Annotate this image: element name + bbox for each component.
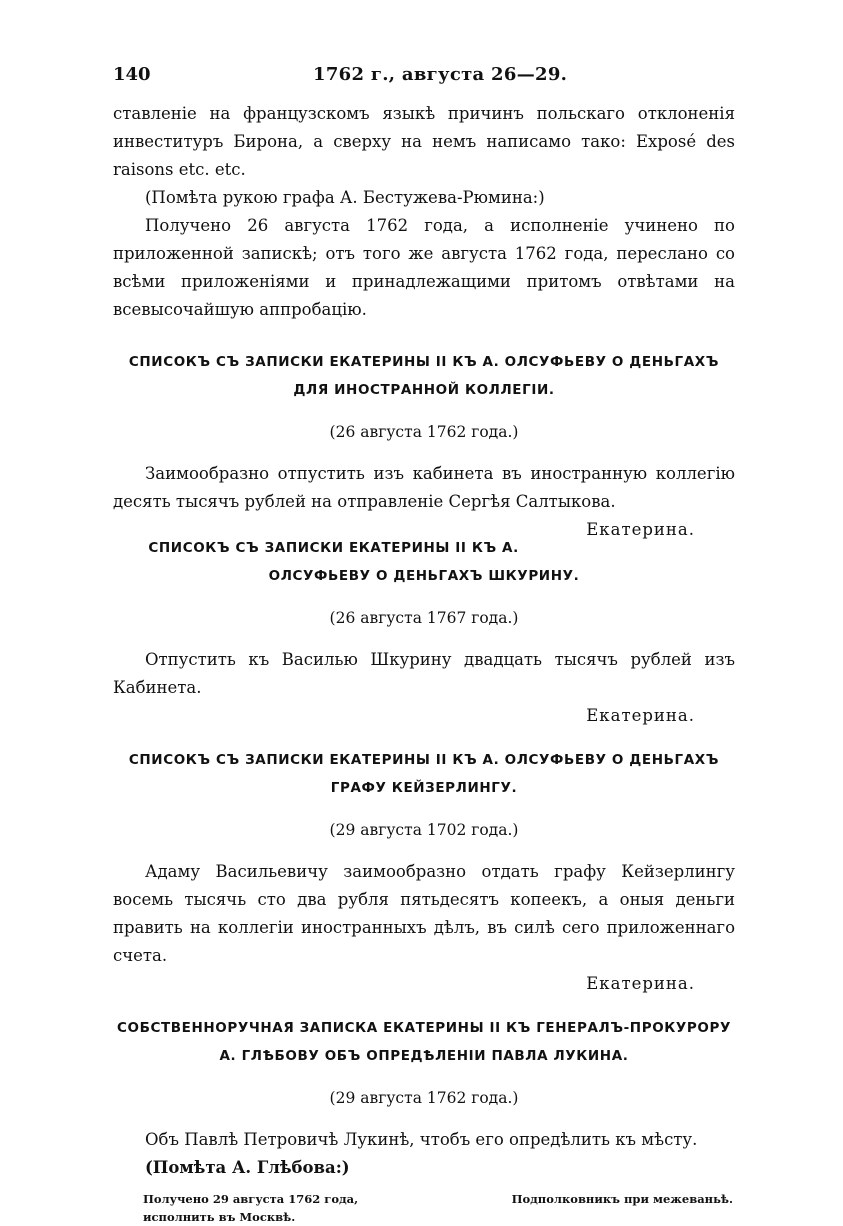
document-2-signature: Екатерина. bbox=[586, 706, 695, 725]
document-4-text: Объ Павлѣ Петровичѣ Лукинѣ, чтобъ его опредѣлить къ мѣсту. bbox=[145, 1130, 698, 1149]
document-2-title: СПИСОКЪ СЪ ЗАПИСКИ ЕКАТЕРИНЫ II КЪ А. ОЛСУФЬЕВУ О ДЕНЬГАХЪ ШКУРИНУ. bbox=[148, 540, 580, 584]
document-4-date: (29 августа 1762 года.) bbox=[329, 1089, 519, 1107]
intro-annotation-label: (Помѣта рукою графа А. Бестужева-Рюмина:) bbox=[145, 188, 545, 207]
document-4-annotation-label: (Помѣта А. Глѣбова:) bbox=[145, 1158, 350, 1177]
document-1-date: (26 августа 1762 года.) bbox=[329, 423, 519, 441]
page-number: 140 bbox=[113, 64, 151, 85]
page-header bbox=[113, 64, 733, 88]
page-body bbox=[113, 100, 735, 1226]
document-3-signature: Екатерина. bbox=[586, 974, 695, 993]
document-3-title: СПИСОКЪ СЪ ЗАПИСКИ ЕКАТЕРИНЫ II КЪ А. ОЛСУФЬЕВУ О ДЕНЬГАХЪ ГРАФУ КЕЙЗЕРЛИНГУ. bbox=[128, 752, 720, 796]
document-2-date: (26 августа 1767 года.) bbox=[329, 609, 519, 627]
footnotes bbox=[113, 1190, 735, 1226]
footnote-right: Подполковникъ при межеваньѣ. bbox=[511, 1192, 733, 1206]
document-1-signature: Екатерина. bbox=[586, 520, 695, 539]
document-3-date: (29 августа 1702 года.) bbox=[329, 821, 519, 839]
intro-continuation: ставленіе на французскомъ языкѣ причинъ польскаго отклоненія инвеституръ Бирона, а сверху на немъ написамо тако: Exposé des raisons etc. etc. bbox=[113, 104, 735, 179]
document-1-title: СПИСОКЪ СЪ ЗАПИСКИ ЕКАТЕРИНЫ II КЪ А. ОЛСУФЬЕВУ О ДЕНЬГАХЪ ДЛЯ ИНОСТРАННОЙ КОЛЛЕГІИ. bbox=[128, 354, 720, 398]
document-2-text: Отпустить къ Василью Шкурину двадцать тысячъ рублей изъ Кабинета. bbox=[113, 650, 735, 697]
intro-annotation-text: Получено 26 августа 1762 года, а исполненіе учинено по приложенной запискѣ; отъ того же августа 1762 года, переслано со всѣми приложеніями и принадлежащими притомъ отвѣтами на всевысочайшую аппробацію. bbox=[113, 216, 735, 319]
footnote-left: Получено 29 августа 1762 года, исполнить въ Москвѣ. bbox=[143, 1192, 359, 1224]
running-title: 1762 г., августа 26—29. bbox=[313, 64, 568, 85]
document-4-title: СОБСТВЕННОРУЧНАЯ ЗАПИСКА ЕКАТЕРИНЫ II КЪ ГЕНЕРАЛЪ-ПРОКУРОРУ А. ГЛѢБОВУ ОБЪ ОПРЕДѢЛЕНІИ ПАВЛА ЛУКИНА. bbox=[116, 1020, 731, 1064]
document-1-body: Заимообразно отпустить изъ кабинета въ иностранную коллегію десять тысячъ рублей на отправленіе Сергѣя Салтыкова. bbox=[113, 464, 735, 511]
document-1-text bbox=[113, 460, 735, 539]
document-3-text: Адаму Васильевичу заимообразно отдать графу Кейзерлингу восемь тысячь сто два рубля пятьдесятъ копеекъ, а оныя деньги править на коллегіи иностранныхъ дѣлъ, въ силѣ сего приложеннаго счета. bbox=[113, 862, 735, 965]
